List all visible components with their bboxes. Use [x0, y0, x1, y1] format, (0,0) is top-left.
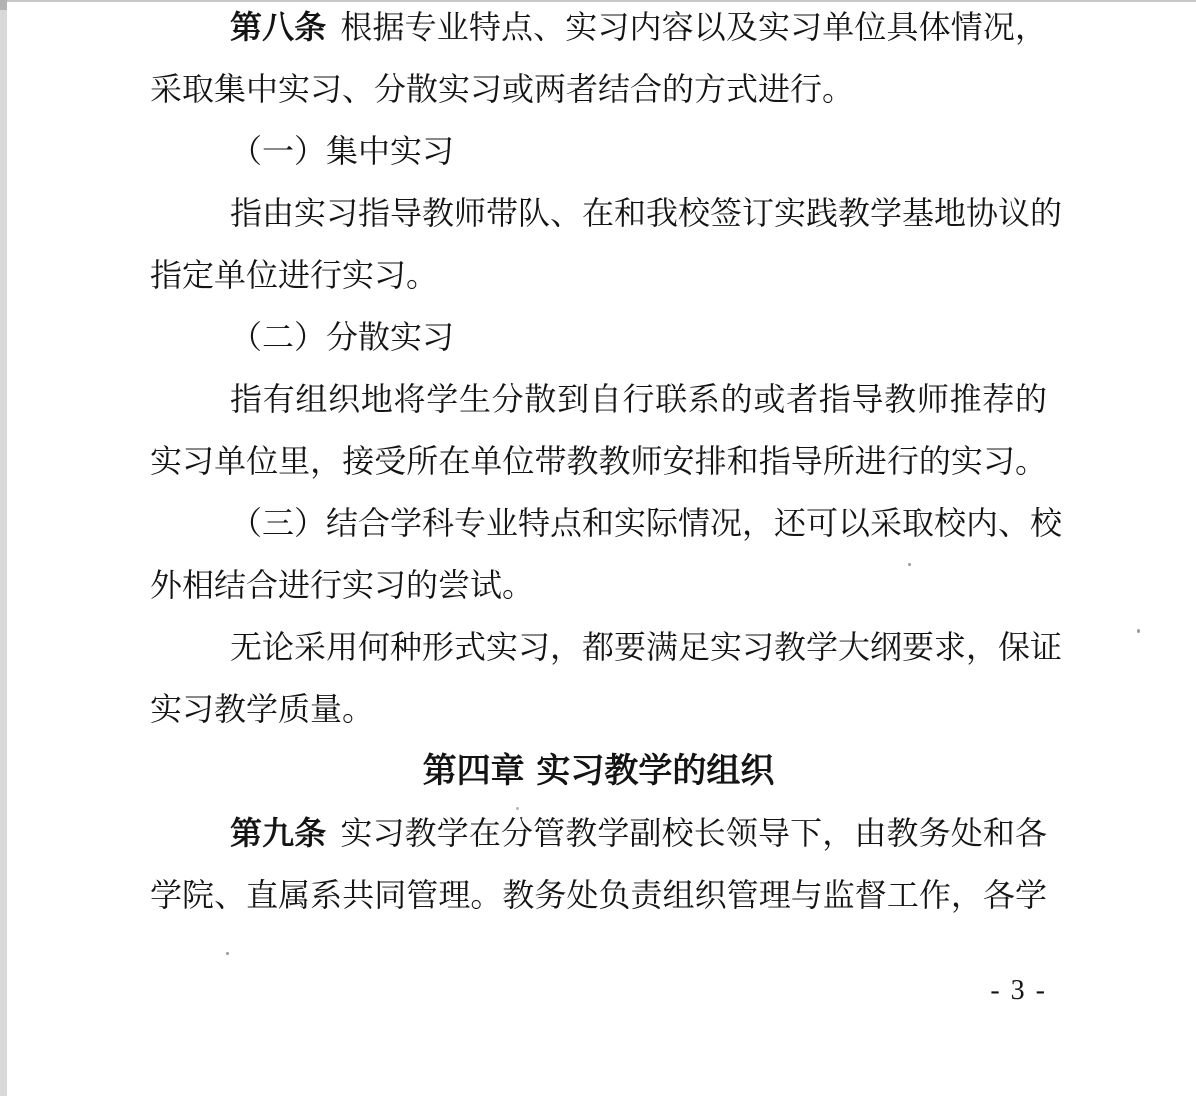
scan-speck [1137, 629, 1140, 633]
document-line [150, 58, 1047, 120]
line-text: 无论采用何种形式实习，都要满足实习教学大纲要求，保证 [230, 629, 1063, 665]
document-line [150, 678, 1047, 740]
article-number: 第八条 [230, 8, 327, 46]
line-text: 根据专业特点、实习内容以及实习单位具体情况， [340, 9, 1047, 45]
line-text: 实习单位里，接受所在单位带教教师安排和指导所进行的实习。 [150, 443, 1047, 479]
document-line [150, 616, 1063, 678]
document-page [150, 0, 1063, 926]
line-text: 指定单位进行实习。 [150, 257, 439, 293]
article-number: 第九条 [230, 814, 327, 852]
line-text: 外相结合进行实习的尝试。 [150, 567, 535, 603]
scan-speck [908, 563, 911, 566]
document-line [150, 306, 1047, 368]
line-text: （一）集中实习 [230, 133, 455, 169]
line-text: （二）分散实习 [230, 319, 455, 355]
line-text: 实习教学质量。 [150, 691, 375, 727]
chapter-heading-text: 第四章 实习教学的组织 [422, 751, 775, 791]
line-text: （三）结合学科专业特点和实际情况，还可以采取校内、校 [230, 505, 1063, 541]
scan-edge-corner [0, 0, 7, 10]
document-line [150, 864, 1047, 926]
document-line [150, 182, 1063, 244]
scan-speck [226, 952, 229, 955]
line-text: 指有组织地将学生分散到自行联系的或者指导教师推荐的 [230, 381, 1047, 417]
document-line [150, 368, 1047, 430]
document-line [150, 554, 1047, 616]
document-line [150, 430, 1047, 492]
document-line [150, 802, 1047, 864]
scan-speck [516, 807, 519, 810]
document-line [150, 120, 1047, 182]
line-text: 学院、直属系共同管理。教务处负责组织管理与监督工作，各学 [150, 877, 1047, 913]
document-line [150, 0, 1047, 58]
chapter-heading [150, 740, 1047, 802]
line-text: 采取集中实习、分散实习或两者结合的方式进行。 [150, 71, 855, 107]
page-number: - 3 - [990, 975, 1047, 1006]
line-text: 指由实习指导教师带队、在和我校签订实践教学基地协议的 [230, 195, 1063, 231]
document-line [150, 492, 1063, 554]
document-line [150, 244, 1047, 306]
line-text: 实习教学在分管教学副校长领导下，由教务处和各 [340, 815, 1047, 851]
scan-edge-left [0, 0, 7, 1096]
